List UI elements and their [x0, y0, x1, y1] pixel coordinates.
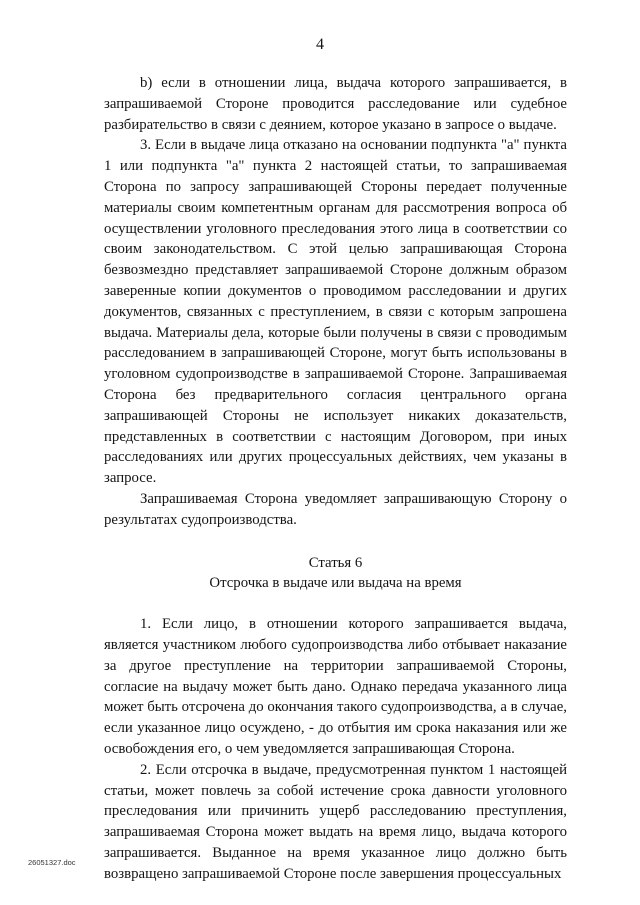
- article-title: Отсрочка в выдаче или выдача на время: [209, 575, 462, 592]
- paragraph-subpoint-b: b) если в отношении лица, выдача которого запрашивается, в запрашиваемой Стороне проводится расследование или судебное разбирательство в связи с деянием, которое указано в запросе о выдаче.: [104, 75, 567, 133]
- paragraph-article6-point-2: 2. Если отсрочка в выдаче, предусмотренная пунктом 1 настоящей статьи, может повлечь за собой истечение срока давности уголовного преследования или причинить ущерб расследованию преступления, запрашиваемая Сторона может выдать на время лицо, выдача которого запрашивается. Выданное на время указанное лицо должно быть возвращено запрашиваемой Стороне после завершения процессуальных: [104, 761, 567, 882]
- paragraph-point-3: 3. Если в выдаче лица отказано на основании подпункта "а" пункта 1 или подпункта "а" пункта 2 настоящей статьи, то запрашиваемая Сторона по запросу запрашивающей Стороны передает полученные материалы своим компетентным органам для рассмотрения вопроса об осуществлении уголовного преследования этого лица в соответствии со своим законодательством. С этой целью запрашивающая Сторона безвозмездно представляет запрашиваемой Стороне должным образом заверенные копии документов о проводимом расследовании и других документов, связанных с преступлением, в связи с которым запрошена выдача. Материалы дела, которые были получены в связи с проводимым расследованием в запрашивающей Стороне, могут быть использованы в уголовном судопроизводстве в запрашиваемой Стороне. Запрашиваемая Сторона без предварительного согласия центрального органа запрашивающей Стороны не использует никаких доказательств, представленных в соответствии с настоящим Договором, при иных расследованиях или других процессуальных действиях, чем указаны в запросе.: [104, 137, 567, 487]
- paragraph-notification: Запрашиваемая Сторона уведомляет запрашивающую Сторону о результатах судопроизводства.: [104, 490, 567, 528]
- page-number: 4: [316, 36, 324, 53]
- footer-file-name: 26051327.doc: [28, 858, 76, 867]
- paragraph-article6-point-1: 1. Если лицо, в отношении которого запрашивается выдача, является участником любого судопроизводства либо отбывает наказание за другое преступление на территории запрашиваемой Стороны, согласие на выдачу может быть дано. Однако передача указанного лица может быть отсрочена до окончания такого судопроизводства, а в случае, если указанное лицо осуждено, - до отбытия им срока наказания или же освобождения его, о чем уведомляется запрашивающая Сторона.: [104, 616, 567, 757]
- document-body: [104, 73, 567, 884]
- article-number: Статья 6: [308, 554, 363, 571]
